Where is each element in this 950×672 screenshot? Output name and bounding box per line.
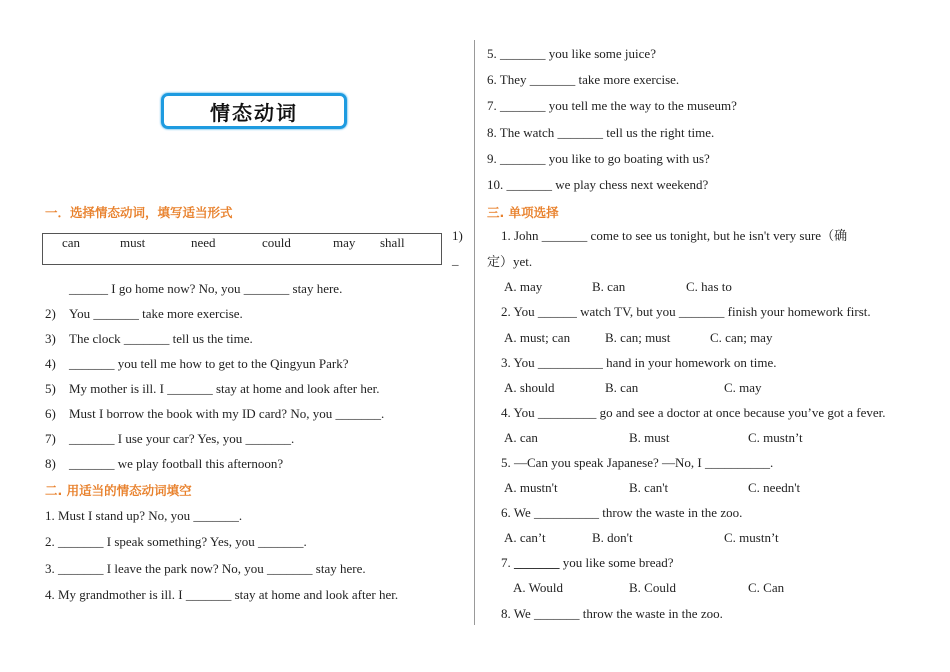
part1-number: 2) [45,306,56,321]
part2-item: 10. _______ we play chess next weekend? [487,177,709,192]
option-b: B. must [629,430,670,445]
part2-item: 9. _______ you like to go boating with us? [487,151,710,166]
part1-item: _______ we play football this afternoon? [69,456,284,471]
question-text: you like some bread? [559,555,674,570]
part3-question: 3. You __________ hand in your homework on time. [501,355,777,370]
part1-item: The clock _______ tell us the time. [69,331,253,346]
title-box [161,93,347,129]
part1-item: _______ you tell me how to get to the Qingyun Park? [69,356,349,371]
question-number: 7. [501,555,514,570]
option-c: C. can; may [710,330,773,345]
option-b: B. can [592,279,626,294]
section-1-heading: 一．选择情态动词，填写适当形式 [45,205,233,220]
section-2-heading: 二. 用适当的情态动词填空 [45,483,192,498]
part3-question: 2. You ______ watch TV, but you _______ finish your homework first. [501,304,871,319]
part2-item: 3. _______ I leave the park now? No, you _______ stay here. [45,561,366,576]
word-bank-item: may [333,235,356,250]
word-bank-item: shall [380,235,405,250]
part3-question [501,555,674,571]
part1-item: My mother is ill. I _______ stay at home and look after her. [69,381,380,396]
option-a: A. can [504,430,538,445]
part1-number: 3) [45,331,56,346]
part1-item: ______ I go home now? No, you _______ stay here. [69,281,343,296]
part3-question: 8. We _______ throw the waste in the zoo. [501,606,723,621]
option-a: A. should [504,380,555,395]
option-b: B. can't [629,480,669,495]
word-bank-item: must [120,235,146,250]
option-c: C. has to [686,279,732,294]
part2-item: 4. My grandmother is ill. I _______ stay at home and look after her. [45,587,399,602]
word-bank-box [42,233,442,265]
option-c: C. mustn’t [748,430,803,445]
part1-item: You _______ take more exercise. [69,306,243,321]
option-c: C. may [724,380,762,395]
part3-question-cont: 定）yet. [487,254,533,269]
part3-question: 5. —Can you speak Japanese? —No, I __________. [501,455,774,470]
part3-question: 1. John _______ come to see us tonight, but he isn't very sure（确 [501,228,848,243]
option-c: C. needn't [748,480,801,495]
option-b: B. can [605,380,639,395]
part1-number: 7) [45,431,56,446]
part1-number: 5) [45,381,56,396]
part2-item: 1. Must I stand up? No, you _______. [45,508,243,523]
section-3-heading: 三. 单项选择 [487,205,559,220]
option-b: B. can; must [605,330,671,345]
part1-item: Must I borrow the book with my ID card? No, you _______. [69,406,385,421]
option-b: B. Could [629,580,676,595]
word-bank-item: can [62,235,81,250]
question-number-marker: 1) [452,228,463,243]
part2-item: 2. _______ I speak something? Yes, you _______. [45,534,307,549]
column-divider [474,40,475,625]
option-a: A. Would [513,580,563,595]
answer-blank: _______ [514,555,560,570]
part1-item: _______ I use your car? Yes, you _______. [69,431,295,446]
option-a: A. must; can [504,330,571,345]
word-bank-item: need [191,235,216,250]
part2-item: 5. _______ you like some juice? [487,46,656,61]
option-c: C. mustn’t [724,530,779,545]
part2-item: 7. _______ you tell me the way to the museum? [487,98,737,113]
option-b: B. don't [592,530,633,545]
option-a: A. may [504,279,543,294]
part1-number: 6) [45,406,56,421]
part2-item: 8. The watch _______ tell us the right time. [487,125,715,140]
underscore-marker: _ [452,252,459,267]
word-bank-item: could [262,235,291,250]
part3-question: 4. You _________ go and see a doctor at once because you’ve got a fever. [501,405,886,420]
part1-number: 8) [45,456,56,471]
option-a: A. mustn't [504,480,558,495]
part3-question: 6. We __________ throw the waste in the zoo. [501,505,743,520]
option-c: C. Can [748,580,785,595]
option-a: A. can’t [504,530,546,545]
page-title: 情态动词 [210,100,298,125]
part1-number: 4) [45,356,56,371]
part2-item: 6. They _______ take more exercise. [487,72,680,87]
